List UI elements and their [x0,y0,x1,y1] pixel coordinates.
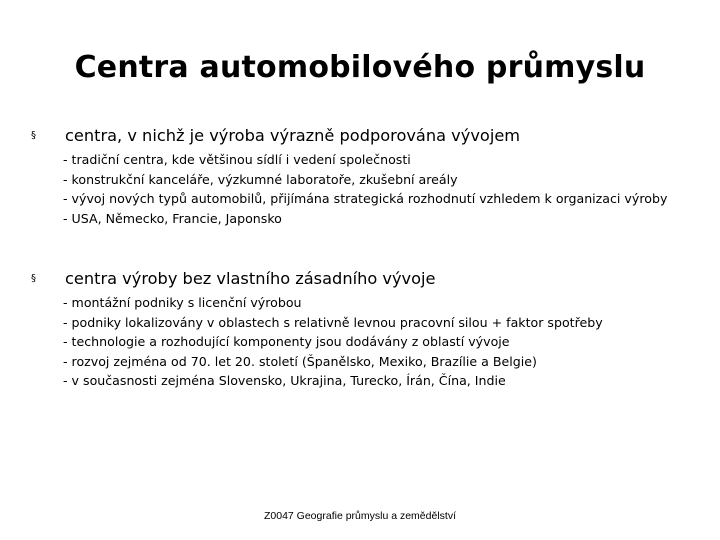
bullet-text: centra, v nichž je výroba výrazně podporována vývojem [65,126,521,145]
sub-item: - montážní podniky s licenční výrobou [63,295,302,310]
sub-item: - tradiční centra, kde většinou sídlí i vedení společnosti [63,152,411,167]
sub-item: - technologie a rozhodující komponenty jsou dodávány z oblastí vývoje [63,334,510,349]
bullet-text: centra výroby bez vlastního zásadního vývoje [65,269,436,288]
bullet-item [30,122,700,150]
bullet-item [30,265,700,293]
bullet-marker-icon: § [31,130,36,141]
slide-title: Centra automobilového průmyslu [74,50,646,85]
sub-item: - rozvoj zejména od 70. let 20. století (Španělsko, Mexiko, Brazílie a Belgie) [63,353,537,369]
bullet-section-2 [30,265,700,391]
slide-footer: Z0047 Geografie průmyslu a zemědělství [263,510,456,522]
bullet-marker-icon: § [31,273,36,284]
sub-list [63,150,693,228]
sub-item: - konstrukční kanceláře, výzkumné laboratoře, zkušební areály [63,171,458,187]
sub-item: - vývoj nových typů automobilů, přijímána strategická rozhodnutí vzhledem k organizaci výroby [63,191,668,206]
sub-item: - v současnosti zejména Slovensko, Ukrajina, Turecko, Írán, Čína, Indie [63,373,506,388]
bullet-section-1 [30,122,700,228]
sub-item: - USA, Německo, Francie, Japonsko [63,210,282,226]
sub-list [63,293,693,391]
sub-item: - podniky lokalizovány v oblastech s relativně levnou pracovní silou + faktor spotřeby [63,314,603,330]
